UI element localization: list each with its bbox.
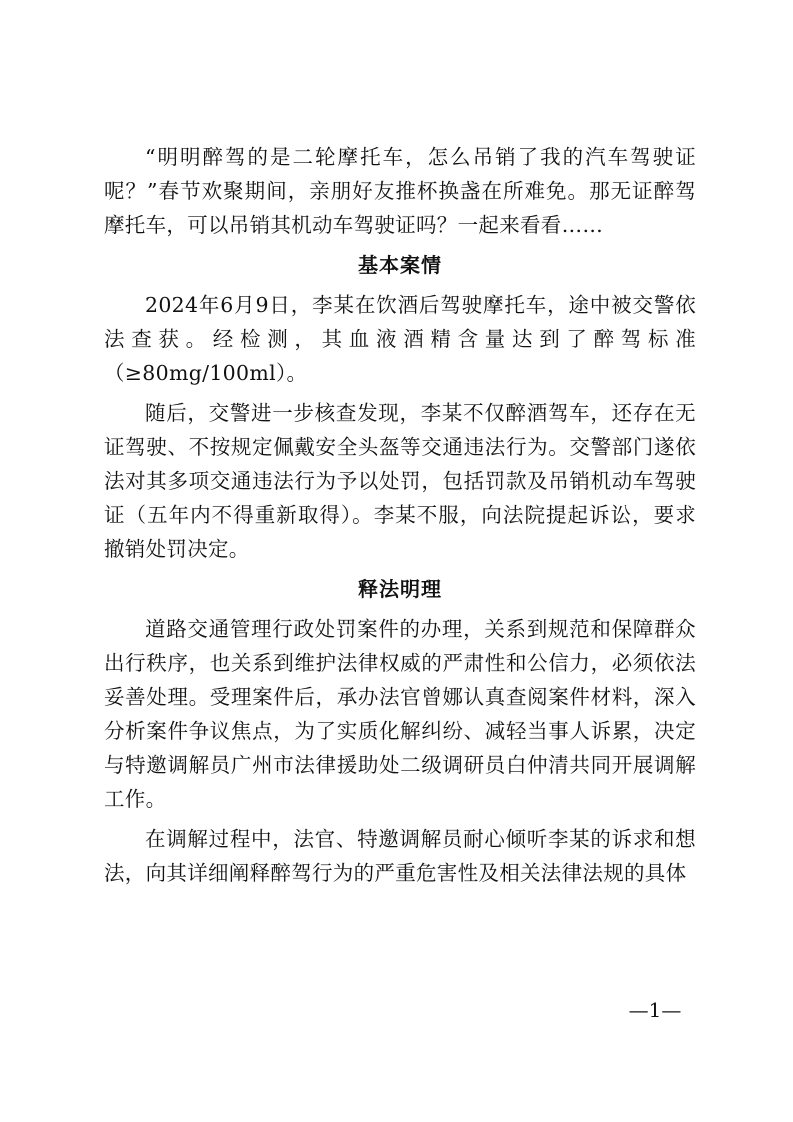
document-body	[104, 140, 696, 896]
legal-explanation-paragraph-1: 道路交通管理行政处罚案件的办理，关系到规范和保障群众出行秩序，也关系到维护法律权威的严肃性和公信力，必须依法妥善处理。受理案件后，承办法官曾娜认真查阅案件材料，深入分析案件争议焦点，为了实质化解纠纷、减轻当事人诉累，决定与特邀调解员广州市法律援助处二级调研员白仲清共同开展调解工作。	[104, 617, 696, 811]
case-facts-paragraph-2: 随后，交警进一步核查发现，李某不仅醉酒驾车，还存在无证驾驶、不按规定佩戴安全头盔等交通违法行为。交警部门遂依法对其多项交通违法行为予以处罚，包括罚款及吊销机动车驾驶证（五年内不得重新取得）。李某不服，向法院提起诉讼，要求撤销处罚决定。	[104, 401, 696, 561]
page-number: —1—	[628, 998, 682, 1022]
intro-paragraph: “明明醉驾的是二轮摩托车，怎么吊销了我的汽车驾驶证呢？”春节欢聚期间，亲朋好友推杯换盏在所难免。那无证醉驾摩托车，可以吊销其机动车驾驶证吗？一起来看看……	[104, 145, 696, 237]
section-heading-legal-explanation: 释法明理	[358, 577, 442, 601]
case-facts-paragraph-1: 2024年6月9日，李某在饮酒后驾驶摩托车，途中被交警依法查获。经检测，其血液酒精含量达到了醉驾标准（≥80mg/100ml）。	[104, 293, 696, 385]
legal-explanation-paragraph-2: 在调解过程中，法官、特邀调解员耐心倾听李某的诉求和想法，向其详细阐释醉驾行为的严重危害性及相关法律法规的具体	[104, 827, 696, 885]
section-heading-case-facts: 基本案情	[358, 253, 442, 277]
